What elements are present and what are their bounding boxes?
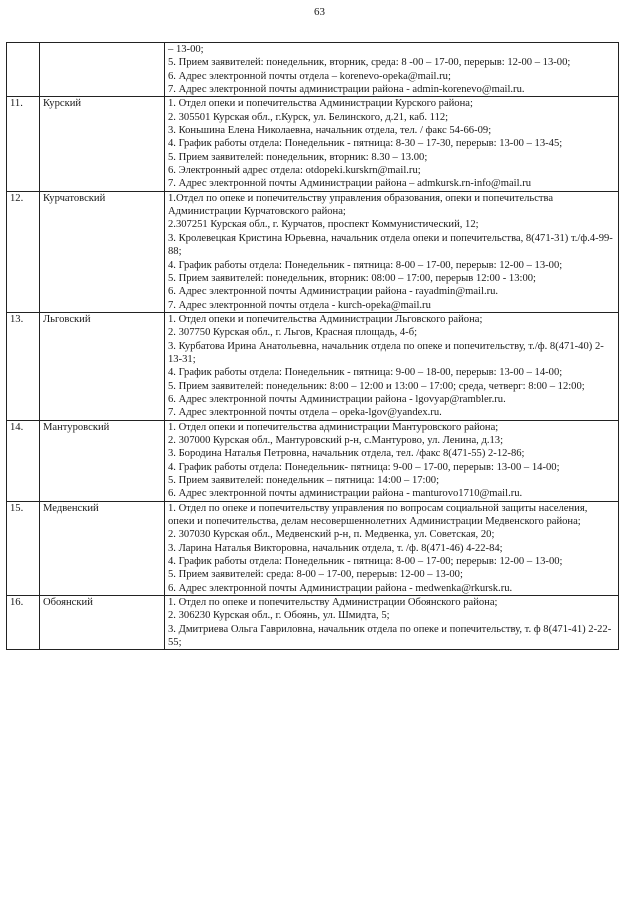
info-line: 2. 307030 Курская обл., Медвенский р-н, п. Медвенка, ул. Советская, 20; [168, 529, 495, 541]
info-line: 3. Курбатова Ирина Анатольевна, начальник отдела по опеке и попечительству, т./ф. 8(471-40) 2-13-31; [168, 340, 604, 365]
info-line: 2. 306230 Курская обл., г. Обоянь, ул. Шмидта, 5; [168, 610, 390, 622]
info-line: 4. График работы отдела: Понедельник - пятница: 8-00 – 17-00; перерыв: 12-00 – 13-00; [168, 556, 563, 568]
info-line: 7. Адрес электронной почты отдела - kurch-opeka@mail.ru [168, 299, 431, 311]
district-name [40, 43, 165, 97]
table-row [7, 97, 619, 191]
info-line: 4. График работы отдела: Понедельник - пятница: 8-00 – 17-00, перерыв: 12-00 – 13-00; [168, 259, 563, 271]
district-info [165, 420, 619, 501]
info-line: 6. Адрес электронной почты Администрации района - lgovyap@rambler.ru. [168, 393, 506, 405]
info-line: 4. График работы отдела: Понедельник - пятница: 9-00 – 18-00, перерыв: 13-00 – 14-00; [168, 367, 563, 379]
info-line: 4. График работы отдела: Понедельник- пятница: 9-00 – 17-00, перерыв: 13-00 – 14-00; [168, 461, 560, 473]
table-row [7, 191, 619, 312]
info-line: 5. Прием заявителей: понедельник: 8:00 – 12:00 и 13:00 – 17:00; среда, четверг: 8:00 – 12:00; [168, 380, 585, 392]
table-row [7, 312, 619, 420]
table-row [7, 501, 619, 595]
row-number: 15. [7, 501, 40, 595]
info-line: 3. Дмитриева Ольга Гавриловна, начальник отдела по опеке и попечительству, т. ф 8(471-41) 2-22-55; [168, 623, 612, 649]
info-line: – 13-00; [168, 44, 204, 55]
info-line: 6. Адрес электронной почты отдела – korenevo-opeka@mail.ru; [168, 70, 451, 82]
info-line: 5. Прием заявителей: понедельник, вторник, среда: 8 -00 – 17-00, перерыв: 12-00 – 13-00; [168, 57, 571, 69]
info-line: 2.307251 Курская обл., г. Курчатов, проспект Коммунистический, 12; [168, 219, 479, 231]
info-line: 4. График работы отдела: Понедельник - пятница: 8-30 – 17-30, перерыв: 13-00 – 13-45; [168, 138, 563, 150]
info-line: 1. Отдел по опеке и попечительству управления по вопросам социальной защиты населения, опеки и попечительства, делам несовершеннолетних Администрации Медвенского района; [168, 502, 588, 528]
info-line: 3. Коньшина Елена Николаевна, начальник отдела, тел. / факс 54-66-09; [168, 125, 492, 137]
district-name: Курский [40, 97, 165, 191]
table-row [7, 420, 619, 501]
row-number: 11. [7, 97, 40, 191]
info-line: 1. Отдел опеки и попечительства Администрации Льговского района; [168, 313, 483, 325]
district-name: Обоянский [40, 596, 165, 650]
info-line: 3. Бородина Наталья Петровна, начальник отдела, тел. /факс 8(471-55) 2-12-86; [168, 448, 525, 460]
info-line: 6. Адрес электронной почты Администрации района - rayadmin@mail.ru. [168, 286, 499, 298]
info-line: 6. Адрес электронной почты Администрации района - medwenka@rkursk.ru. [168, 582, 513, 594]
info-line: 5. Прием заявителей: среда: 8-00 – 17-00, перерыв: 12-00 – 13-00; [168, 569, 463, 581]
table-row [7, 596, 619, 650]
info-line: 1. Отдел опеки и попечительства администрации Мантуровского района; [168, 421, 499, 433]
row-number: 14. [7, 420, 40, 501]
district-name: Медвенский [40, 501, 165, 595]
row-number: 13. [7, 312, 40, 420]
district-info [165, 97, 619, 191]
info-line: 6. Электронный адрес отдела: otdopeki.kurskrn@mail.ru; [168, 165, 421, 177]
table-row [7, 43, 619, 97]
info-line: 2. 307750 Курская обл., г. Льгов, Красная площадь, 4-б; [168, 327, 418, 339]
info-line: 5. Прием заявителей: понедельник, вторник: 8.30 – 13.00; [168, 151, 428, 163]
info-line: 1.Отдел по опеке и попечительству управления образования, опеки и попечительства Администрации Курчатовского района; [168, 192, 554, 218]
row-number: 16. [7, 596, 40, 650]
row-number [7, 43, 40, 97]
info-line: 6. Адрес электронной почты администрации района - manturovo1710@mail.ru. [168, 488, 523, 500]
info-line: 3. Кролевецкая Кристина Юрьевна, начальник отдела опеки и попечительства, 8(471-31) т./ф.4-99-88; [168, 232, 613, 258]
district-info [165, 43, 619, 97]
district-info [165, 501, 619, 595]
page-number: 63 [314, 6, 325, 18]
district-contacts-table [6, 42, 619, 650]
district-name: Курчатовский [40, 191, 165, 312]
info-line: 5. Прием заявителей: понедельник – пятница: 14:00 – 17:00; [168, 475, 440, 486]
info-line: 2. 307000 Курская обл., Мантуровский р-н, с.Мантурово, ул. Ленина, д.13; [168, 434, 504, 446]
info-line: 1. Отдел опеки и попечительства Администрации Курского района; [168, 98, 473, 110]
district-info [165, 191, 619, 312]
district-name: Льговский [40, 312, 165, 420]
district-name: Мантуровский [40, 420, 165, 501]
info-line: 7. Адрес электронной почты администрации района - admin-korenevo@mail.ru. [168, 84, 525, 96]
info-line: 7. Адрес электронной почты отдела – opeka-lgov@yandex.ru. [168, 407, 442, 419]
info-line: 1. Отдел по опеке и попечительству Администрации Обоянского района; [168, 597, 498, 609]
district-info [165, 596, 619, 650]
info-line: 5. Прием заявителей: понедельник, вторник: 08:00 – 17:00, перерыв 12:00 - 13:00; [168, 272, 536, 284]
info-line: 3. Ларина Наталья Викторовна, начальник отдела, т. /ф. 8(471-46) 4-22-84; [168, 542, 503, 554]
row-number: 12. [7, 191, 40, 312]
info-line: 7. Адрес электронной почты Администрации района – admkursk.rn-info@mail.ru [168, 178, 532, 190]
district-info [165, 312, 619, 420]
info-line: 2. 305501 Курская обл., г.Курск, ул. Белинского, д.21, каб. 112; [168, 111, 449, 123]
